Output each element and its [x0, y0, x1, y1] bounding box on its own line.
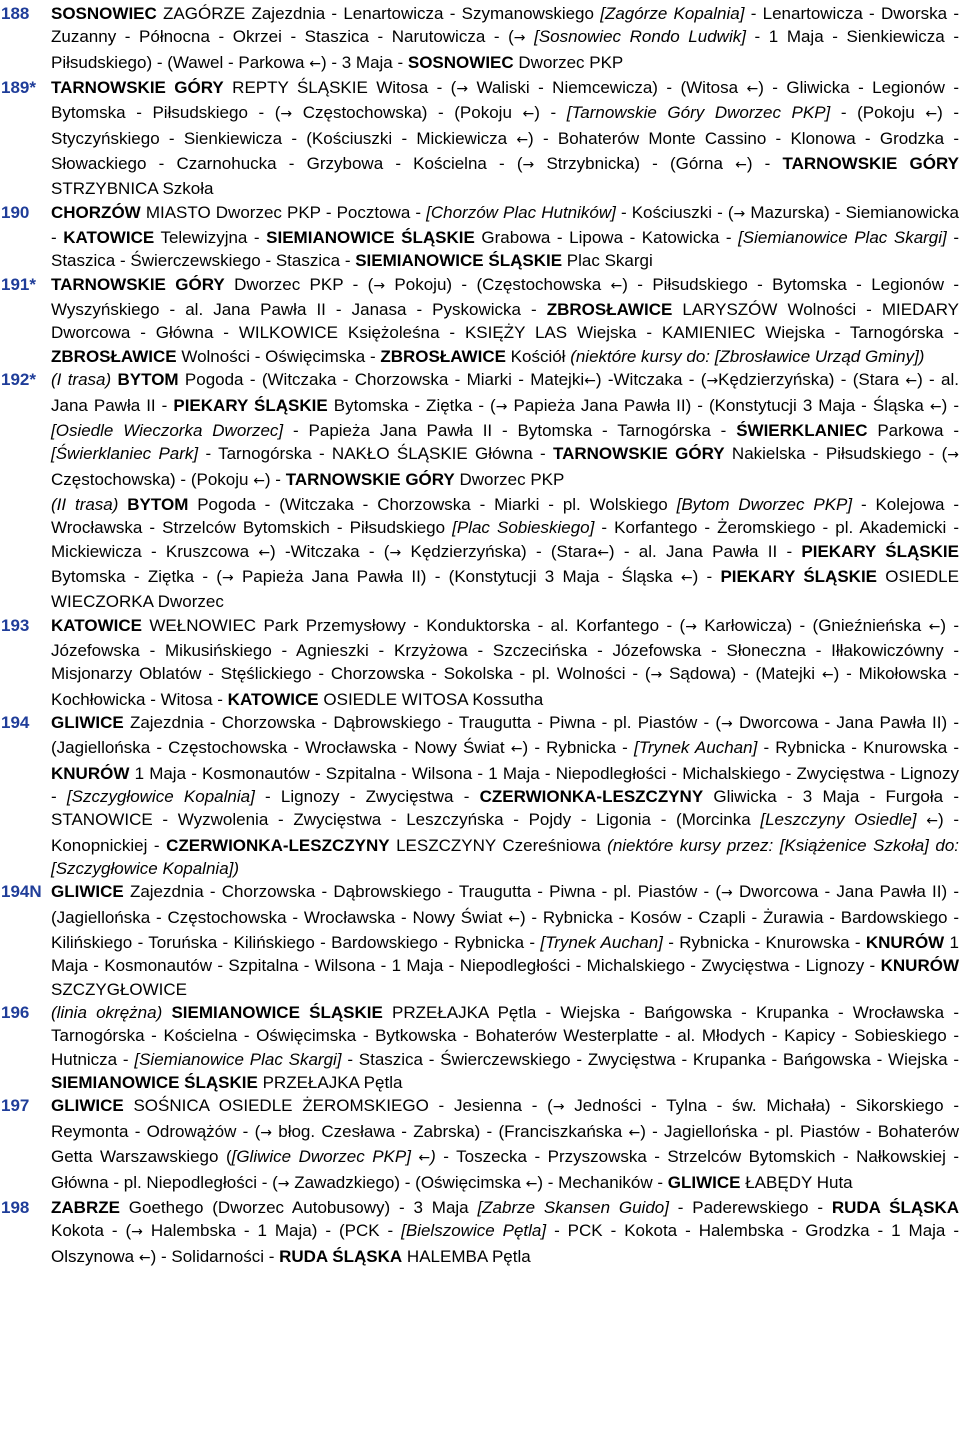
route-entry [0, 273, 960, 368]
route-number: 197 [1, 1096, 30, 1116]
route-number: 188 [1, 4, 30, 23]
route-number: 189* [1, 78, 36, 98]
route-entry [0, 201, 960, 273]
route-description: ZABRZE Goethego (Dworzec Autobusowy) - 3 Maja [Zabrze Skansen Guido] - Paderewskiego - RUDA ŚLĄSKA Kokota - (→ Halembska - 1 Maja) - (PCK - [Bielszowice Pętla] - PCK - Kokota - Halembska - Grodzka - 1 Maja - Olszynowa ←) - Solidarności - RUDA ŚLĄSKA HALEMBA Pętla [51, 1197, 960, 1266]
route-description: GLIWICE Zajezdnia - Chorzowska - Dąbrowskiego - Traugutta - Piwna - pl. Piastów - (→ Dworcowa - Jana Pawła II) - (Jagiellońska - Częstochowska - Wrocławska - Nowy Świat ←) - Rybnicka - Kosów - Czapli - Żurawia - Bardowskiego - Kilińskiego - Toruńska - Kilińskiego - Bardowskiego - Rybnicka - [Trynek Auchan] - Rybnicka - Knurowska - KNURÓW 1 Maja - Kosmonautów - Szpitalna - Wilsona - 1 Maja - Niepodległości - Michalskiego - Zwycięstwa - Lignozy - KNURÓW SZCZYGŁOWICE [51, 882, 960, 999]
route-description: (linia okrężna) SIEMIANOWICE ŚLĄSKIE PRZEŁAJKA Pętla - Wiejska - Bańgowska - Krupanka - Wrocławska - Tarnogórska - Kościelna - Oświęcimska - Bytkowska - Bohaterów Westerplatte - al. Młodych - Kapicy - Sobieskiego - Hutnicza - [Siemianowice Plac Skargi] - Staszica - Świerczewskiego - Zwycięstwa - Krupanka - Bańgowska - Wiejska - SIEMIANOWICE ŚLĄSKIE PRZEŁAJKA Pętla [51, 1003, 959, 1093]
route-description: (I trasa) BYTOM Pogoda - (Witczaka - Chorzowska - Miarki - Matejki←) -Witczaka - (→Kędzierzyńska) - (Stara ←) - al. Jana Pawła II - PIEKARY ŚLĄSKIE Bytomska - Ziętka - (→ Papieża Jana Pawła II) - (Konstytucji 3 Maja - Śląska ←) - [Osiedle Wieczorka Dworzec] - Papieża Jana Pawła II - Bytomska - Tarnogórska - ŚWIERKLANIEC Parkowa - [Świerklaniec Park] - Tarnogórska - NAKŁO ŚLĄSKIE Główna - TARNOWSKIE GÓRY Nakielska - Piłsudskiego - (→ Częstochowska) - (Pokoju ←) - TARNOWSKIE GÓRY Dworzec PKP (II trasa) BYTOM Pogoda - (Witczaka - Chorzowska - Miarki - pl. Wolskiego [Bytom Dworzec PKP] - Kolejowa - Wrocławska - Strzelców Bytomskich - Piłsudskiego [Plac Sobieskiego] - Korfantego - Żeromskiego - pl. Akademicki - Mickiewicza - Kruszcowa ←) -Witczaka - (→ Kędzierzyńska) - (Stara←) - al. Jana Pawła II - PIEKARY ŚLĄSKIE Bytomska - Ziętka - (→ Papieża Jana Pawła II) - (Konstytucji 3 Maja - Śląska ←) - PIEKARY ŚLĄSKIE OSIEDLE WIECZORKA Dworzec [51, 370, 959, 612]
route-entry [0, 1196, 960, 1270]
route-number: 192* [1, 370, 36, 390]
route-description: GLIWICE Zajezdnia - Chorzowska - Dąbrowskiego - Traugutta - Piwna - pl. Piastów - (→ Dworcowa - Jana Pawła II) - (Jagiellońska - Częstochowska - Wrocławska - Nowy Świat ←) - Rybnicka - [Trynek Auchan] - Rybnicka - Knurowska - KNURÓW 1 Maja - Kosmonautów - Szpitalna - Wilsona - 1 Maja - Niepodległości - Michalskiego - Zwycięstwa - Lignozy - [Szczygłowice Kopalnia] - Lignozy - Zwycięstwa - CZERWIONKA-LESZCZYNY Gliwicka - 3 Maja - Furgoła - STANOWICE - Wyzwolenia - Zwycięstwa - Leszczyńska - Pojdy - Ligonia - (Morcinka [Leszczyny Osiedle] ←) - Konopnickiej - CZERWIONKA-LESZCZYNY LESZCZYNY Czereśniowa (niektóre kursy przez: [Książenice Szkoła] do: [Szczygłowice Kopalnia]) [51, 712, 960, 879]
route-entry [0, 614, 960, 711]
route-description: CHORZÓW MIASTO Dworzec PKP - Pocztowa - [Chorzów Plac Hutników] - Kościuszki - (→ Mazurska) - Siemianowicka - KATOWICE Telewizyjna - SIEMIANOWICE ŚLĄSKIE Grabowa - Lipowa - Katowicka - [Siemianowice Plac Skargi] - Staszica - Świerczewskiego - Staszica - SIEMIANOWICE ŚLĄSKIE Plac Skargi [51, 202, 959, 271]
route-number: 196 [1, 1003, 30, 1023]
route-entry [0, 76, 960, 201]
route-number: 190 [1, 202, 30, 222]
route-description: GLIWICE SOŚNICA OSIEDLE ŻEROMSKIEGO - Jesienna - (→ Jedności - Tylna - św. Michała) - Sikorskiego - Reymonta - Odrowążów - (→ błog. Czesława - Zabrska) - (Franciszkańska ←) - Jagiellońska - pl. Piastów - Bohaterów Getta Warszawskiego ([Gliwice Dworzec PKP] ←) - Toszecka - Przyszowska - Strzelców Bytomskich - Nałkowskiej - Główna - pl. Niepodległości - (→ Zawadzkiego) - (Oświęcimska ←) - Mechaników - GLIWICE ŁABĘDY Huta [51, 1096, 960, 1192]
route-number: 198 [1, 1197, 30, 1217]
route-number: 191* [1, 274, 36, 294]
route-entry [0, 880, 960, 1001]
route-entry [0, 711, 960, 880]
route-number: 194N [1, 882, 42, 902]
route-entry [0, 368, 960, 613]
route-number: 194 [1, 712, 30, 732]
route-entry [0, 2, 960, 76]
route-entry [0, 1001, 960, 1094]
route-number: 193 [1, 615, 30, 635]
route-description: TARNOWSKIE GÓRY REPTY ŚLĄSKIE Witosa - (→ Waliski - Niemcewicza) - (Witosa ←) - Gliwicka - Legionów - Bytomska - Piłsudskiego - (→ Częstochowska) - (Pokoju ←) - [Tarnowskie Góry Dworzec PKP] - (Pokoju ←) - Styczyńskiego - Sienkiewicza - (Kościuszki - Mickiewicza ←) - Bohaterów Monte Cassino - Klonowa - Grodzka - Słowackiego - Czarnohucka - Grzybowa - Kościelna - (→ Strzybnicka) - (Górna ←) - TARNOWSKIE GÓRY STRZYBNICA Szkoła [51, 78, 960, 199]
route-description: SOSNOWIEC ZAGÓRZE Zajezdnia - Lenartowicza - Szymanowskiego [Zagórze Kopalnia] - Lenartowicza - Dworska - Zuzanny - Północna - Okrzei - Staszica - Narutowicza - (→ [Sosnowiec Rondo Ludwik] - 1 Maja - Sienkiewicza - Piłsudskiego) - (Wawel - Parkowa ←) - 3 Maja - SOSNOWIEC Dworzec PKP [51, 4, 959, 72]
route-description: KATOWICE WEŁNOWIEC Park Przemysłowy - Konduktorska - al. Korfantego - (→ Karłowicza) - (Gnieźnieńska ←) - Józefowska - Mikusińskiego - Agnieszki - Krzyżowa - Szczecińska - Józefowska - Słoneczna - Iłłakowiczówny - Misjonarzy Oblatów - Stęślickiego - Chorzowska - Sokolska - pl. Wolności - (→ Sądowa) - (Matejki ←) - Mikołowska - Kochłowicka - Witosa - KATOWICE OSIEDLE WITOSA Kossutha [51, 615, 960, 709]
route-entry [0, 1094, 960, 1195]
route-description: TARNOWSKIE GÓRY Dworzec PKP - (→ Pokoju) - (Częstochowska ←) - Piłsudskiego - Bytomska - Legionów - Wyszyńskiego - al. Jana Pawła II - Janasa - Pyskowicka - ZBROSŁAWICE LARYSZÓW Wolności - MIEDARY Dworcowa - Główna - WILKOWICE Księżoleśna - KSIĘŻY LAS Wiejska - KAMIENIEC Wiejska - Tarnogórska - ZBROSŁAWICE Wolności - Oświęcimska - ZBROSŁAWICE Kościół (niektóre kursy do: [Zbrosławice Urząd Gminy]) [51, 274, 960, 366]
